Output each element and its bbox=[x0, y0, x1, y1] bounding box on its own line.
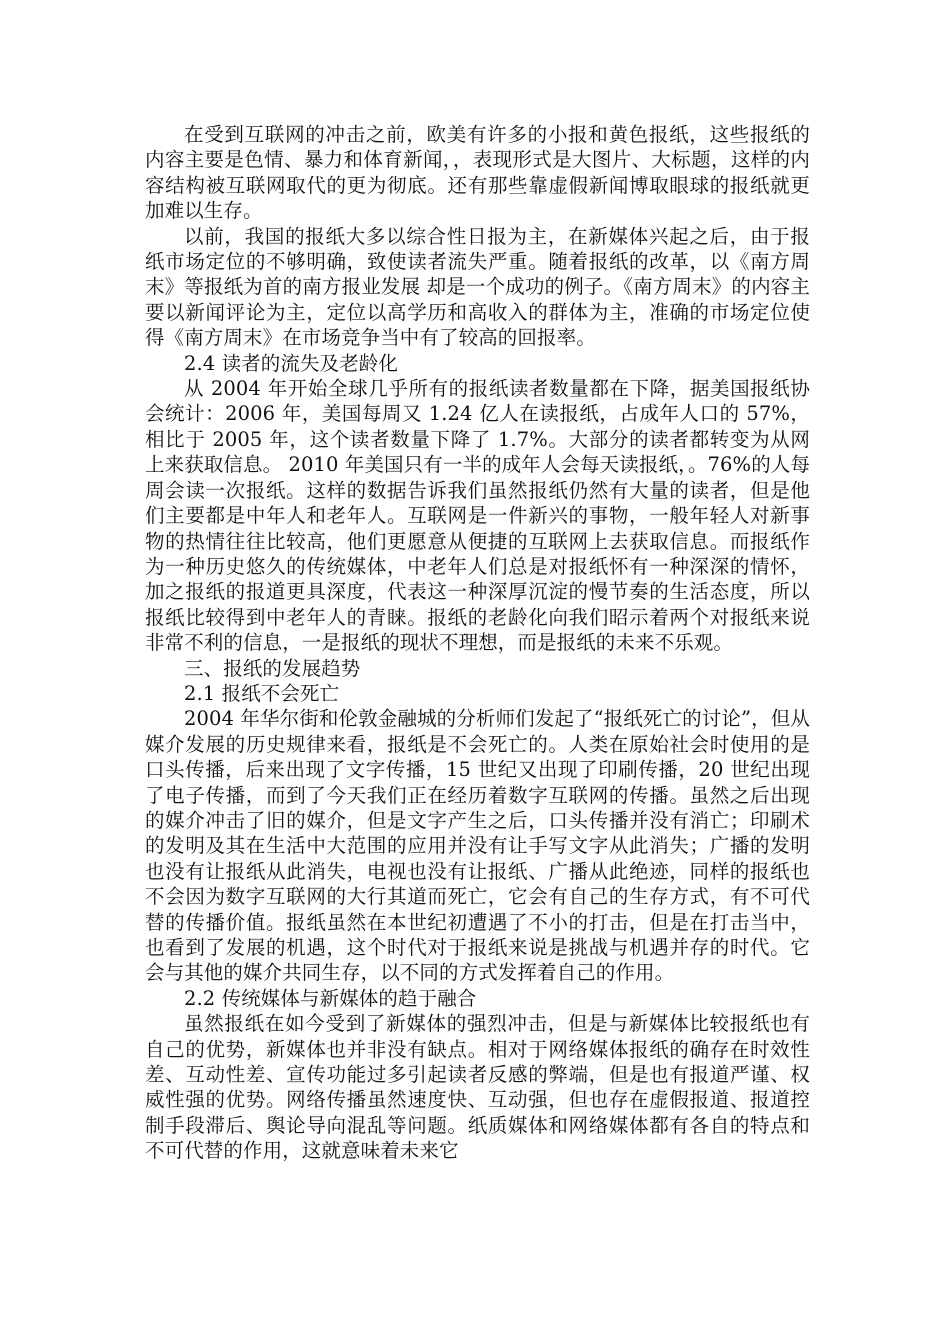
document-body bbox=[145, 122, 810, 1164]
chapter-heading-trends: 三、报纸的发展趋势 bbox=[184, 656, 361, 680]
paragraph-southern-weekly: 以前，我国的报纸大多以综合性日报为主，在新媒体兴起之后，由于报纸市场定位的不够明确，致使读者流失严重。随着报纸的改革，以《南方周末》等报纸为首的南方报业发展 却是一个成功的例子。《南方周末》的内容主要以新闻评论为主，定位以高学历和高收入的群体为主，准确的市场定位使得《南方周末》在市场竞争当中有了较高的回报率。 bbox=[145, 224, 810, 350]
paragraph-tabloids: 在受到互联网的冲击之前，欧美有许多的小报和黄色报纸，这些报纸的内容主要是色情、暴力和体育新闻，，表现形式是大图片、大标题，这样的内容结构被互联网取代的更为彻底。还有那些靠虚假新闻博取眼球的报纸就更加难以生存。 bbox=[145, 123, 810, 223]
paragraph-reader-statistics: 从 2004 年开始全球几乎所有的报纸读者数量都在下降，据美国报纸协会统计：2006 年，美国每周又 1.24 亿人在读报纸，占成年人口的 57%，相比于 2005 年，这个读者数量下降了 1.7%。大部分的读者都转变为从网上来获取信息。 2010 年美国只有一半的成年人会每天读报纸，。76%的人每周会读一次报纸。这样的数据告诉我们虽然报纸仍然有大量的读者，但是他们主要都是中年人和老年人。互联网是一件新兴的事物，一般年轻人对新事物的热情往往比较高，他们更愿意从便捷的互联网上去获取信息。而报纸作为一种历史悠久的传统媒体，中老年人们总是对报纸怀有一种深深的情怀，加之报纸的报道更具深度，代表这一种深厚沉淀的慢节奏的生活态度，所以报纸比较得到中老年人的青睐。报纸的老龄化向我们昭示着两个对报纸来说非常不利的信息，一是报纸的现状不理想，而是报纸的未来不乐观。 bbox=[145, 377, 810, 655]
paragraph-media-history: 2004 年华尔街和伦敦金融城的分析师们发起了“报纸死亡的讨论”，但从媒介发展的历史规律来看，报纸是不会死亡的。人类在原始社会时使用的是口头传播，后来出现了文字传播，15 世纪又出现了印刷传播，20 世纪出现了电子传播，而到了今天我们正在经历着数字互联网的传播。虽然之后出现的媒介冲击了旧的媒介，但是文字产生之后，口头传播并没有消亡；印刷术的发明及其在生活中大范围的应用并没有让手写文字从此消失；广播的发明也没有让报纸从此消失，电视也没有让报纸、广播从此绝迹，同样的报纸也不会因为数字互联网的大行其道而死亡，它会有自己的生存方式，有不可代替的传播价值。报纸虽然在本世纪初遭遇了不小的打击，但是在打击当中，也看到了发展的机遇，这个时代对于报纸来说是挑战与机遇并存的时代。它会与其他的媒介共同生存，以不同的方式发挥着自己的作用。 bbox=[145, 707, 810, 985]
section-heading-newspapers-wont-die: 2.1 报纸不会死亡 bbox=[184, 681, 340, 705]
section-heading-media-convergence: 2.2 传统媒体与新媒体的趋于融合 bbox=[184, 986, 477, 1010]
paragraph-convergence: 虽然报纸在如今受到了新媒体的强烈冲击，但是与新媒体比较报纸也有自己的优势，新媒体也并非没有缺点。相对于网络媒体报纸的确存在时效性差、互动性差、宣传功能过多引起读者反感的弊端，但是也有报道严谨、权威性强的优势。网络传播虽然速度快、互动强，但也存在虚假报道、报道控制手段滞后、舆论导向混乱等问题。纸质媒体和网络媒体都有各自的特点和不可代替的作用，这就意味着未来它 bbox=[145, 1012, 810, 1163]
section-heading-reader-loss: 2.4 读者的流失及老龄化 bbox=[184, 351, 399, 375]
